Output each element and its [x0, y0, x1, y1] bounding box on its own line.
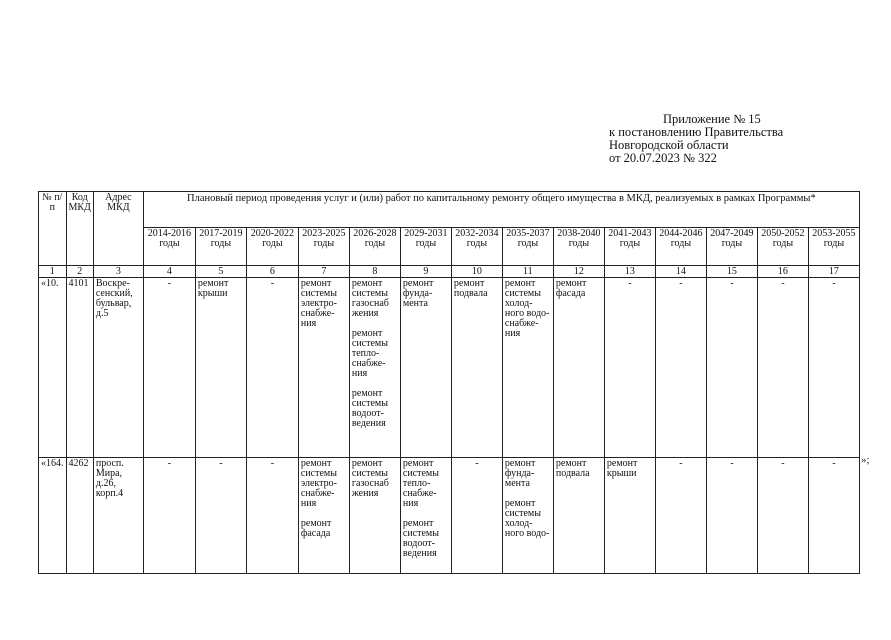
column-number-cell: 2 [66, 266, 93, 278]
header-plan-period: Плановый период проведения услуг и (или) работ по капитальному ремонту общего имущества в МКД, реализуемых в рамках Программы* [143, 192, 859, 228]
work-cell [502, 278, 553, 458]
work-cell [706, 278, 757, 458]
work-item: - [832, 458, 836, 469]
work-item: ремонт системы газоснаб жения [351, 458, 389, 499]
header-address: Адрес МКД [93, 192, 143, 266]
work-cell [451, 278, 502, 458]
column-number-cell: 13 [604, 266, 655, 278]
work-cell [298, 278, 349, 458]
work-item: - [167, 458, 172, 469]
column-number-cell: 16 [757, 266, 808, 278]
period-cell: 2029-2031 годы [400, 228, 451, 266]
work-item: - [219, 458, 223, 469]
work-item: ремонт системы электро-снабже-ния [300, 278, 337, 329]
work-cell [502, 458, 553, 574]
table-row [39, 458, 860, 574]
header-num: № п/п [39, 192, 67, 266]
column-numbers-row [39, 266, 860, 278]
work-cell [655, 458, 706, 574]
appendix-region-line: Новгородской области [609, 138, 729, 152]
header-code: Код МКД [66, 192, 93, 266]
work-item: ремонт фунда-мента [504, 458, 536, 489]
work-item: ремонт системы тепло-снабже-ния [351, 328, 388, 379]
work-item: ремонт фунда-мента [402, 278, 434, 309]
period-cell: 2017-2019 годы [195, 228, 246, 266]
work-cell [808, 278, 859, 458]
column-number-cell: 10 [451, 266, 502, 278]
work-item: ремонт системы холод-ного водо-снабже-ния [504, 278, 550, 339]
work-item: ремонт системы газоснаб жения [351, 278, 389, 319]
period-cell: 2047-2049 годы [706, 228, 757, 266]
appendix-date-line: от 20.07.2023 № 322 [609, 151, 717, 165]
work-cell [655, 278, 706, 458]
period-cell: 2032-2034 годы [451, 228, 502, 266]
column-number-cell: 1 [39, 266, 67, 278]
appendix-reference [609, 113, 783, 165]
periods-row [39, 228, 860, 266]
row-num: «164. [39, 458, 67, 574]
period-cell: 2023-2025 годы [298, 228, 349, 266]
period-cell: 2050-2052 годы [757, 228, 808, 266]
work-item: ремонт крыши [606, 458, 638, 479]
work-item: - [475, 458, 479, 469]
work-cell [553, 278, 604, 458]
work-cell [757, 458, 808, 574]
column-number-cell: 8 [349, 266, 400, 278]
work-cell [604, 278, 655, 458]
work-cell [451, 458, 502, 574]
appendix-title: Приложение № 15 [663, 112, 761, 126]
period-cell: 2044-2046 годы [655, 228, 706, 266]
column-number-cell: 15 [706, 266, 757, 278]
repair-plan-table [38, 191, 860, 574]
column-number-cell: 3 [93, 266, 143, 278]
row-address: просп. Мира, д.26, корп.4 [93, 458, 143, 574]
period-cell: 2041-2043 годы [604, 228, 655, 266]
column-number-cell: 9 [400, 266, 451, 278]
work-cell [195, 458, 246, 574]
period-cell: 2035-2037 годы [502, 228, 553, 266]
trailing-mark: »; [861, 454, 870, 466]
row-num: «10. [39, 278, 67, 458]
table-row [39, 278, 860, 458]
work-item: ремонт системы водоот-ведения [351, 388, 388, 429]
work-cell [604, 458, 655, 574]
appendix-decree-line: к постановлению Правительства [609, 125, 784, 139]
column-number-cell: 12 [553, 266, 604, 278]
work-cell [400, 278, 451, 458]
work-item: - [679, 278, 683, 289]
column-number-cell: 5 [195, 266, 246, 278]
work-item: ремонт подвала [555, 458, 590, 479]
period-cell: 2014-2016 годы [143, 228, 195, 266]
work-cell [195, 278, 246, 458]
period-cell: 2038-2040 годы [553, 228, 604, 266]
column-number-cell: 4 [143, 266, 195, 278]
work-item: - [270, 278, 275, 289]
work-cell [808, 458, 859, 574]
work-cell [246, 278, 298, 458]
row-code: 4262 [66, 458, 93, 574]
work-item: - [167, 278, 172, 289]
work-item: ремонт фасада [300, 518, 332, 539]
period-cell: 2020-2022 годы [246, 228, 298, 266]
work-item: - [270, 458, 275, 469]
work-item: - [679, 458, 683, 469]
work-cell [298, 458, 349, 574]
work-item: ремонт системы электро-снабже-ния [300, 458, 337, 509]
period-cell: 2053-2055 годы [808, 228, 859, 266]
work-cell [757, 278, 808, 458]
work-item: - [730, 278, 734, 289]
work-cell [349, 278, 400, 458]
work-item: ремонт системы холод-ного водо- [504, 498, 550, 539]
column-number-cell: 7 [298, 266, 349, 278]
work-item: ремонт крыши [197, 278, 229, 299]
work-item: ремонт системы водоот-ведения [402, 518, 439, 559]
column-number-cell: 17 [808, 266, 859, 278]
column-number-cell: 6 [246, 266, 298, 278]
work-item: ремонт подвала [453, 278, 488, 299]
work-cell [553, 458, 604, 574]
work-item: - [730, 458, 734, 469]
work-item: - [628, 278, 632, 289]
work-cell [349, 458, 400, 574]
work-cell [143, 458, 195, 574]
column-number-cell: 14 [655, 266, 706, 278]
row-code: 4101 [66, 278, 93, 458]
work-item: ремонт фасада [555, 278, 587, 299]
column-number-cell: 11 [502, 266, 553, 278]
work-cell [706, 458, 757, 574]
row-address: Воскре-сенский, бульвар, д.5 [93, 278, 143, 458]
work-cell [143, 278, 195, 458]
work-item: - [781, 458, 785, 469]
period-cell: 2026-2028 годы [349, 228, 400, 266]
header-row [39, 192, 860, 228]
work-cell [246, 458, 298, 574]
work-item: - [832, 278, 836, 289]
work-item: ремонт системы тепло-снабже-ния [402, 458, 439, 509]
work-item: - [781, 278, 785, 289]
work-cell [400, 458, 451, 574]
